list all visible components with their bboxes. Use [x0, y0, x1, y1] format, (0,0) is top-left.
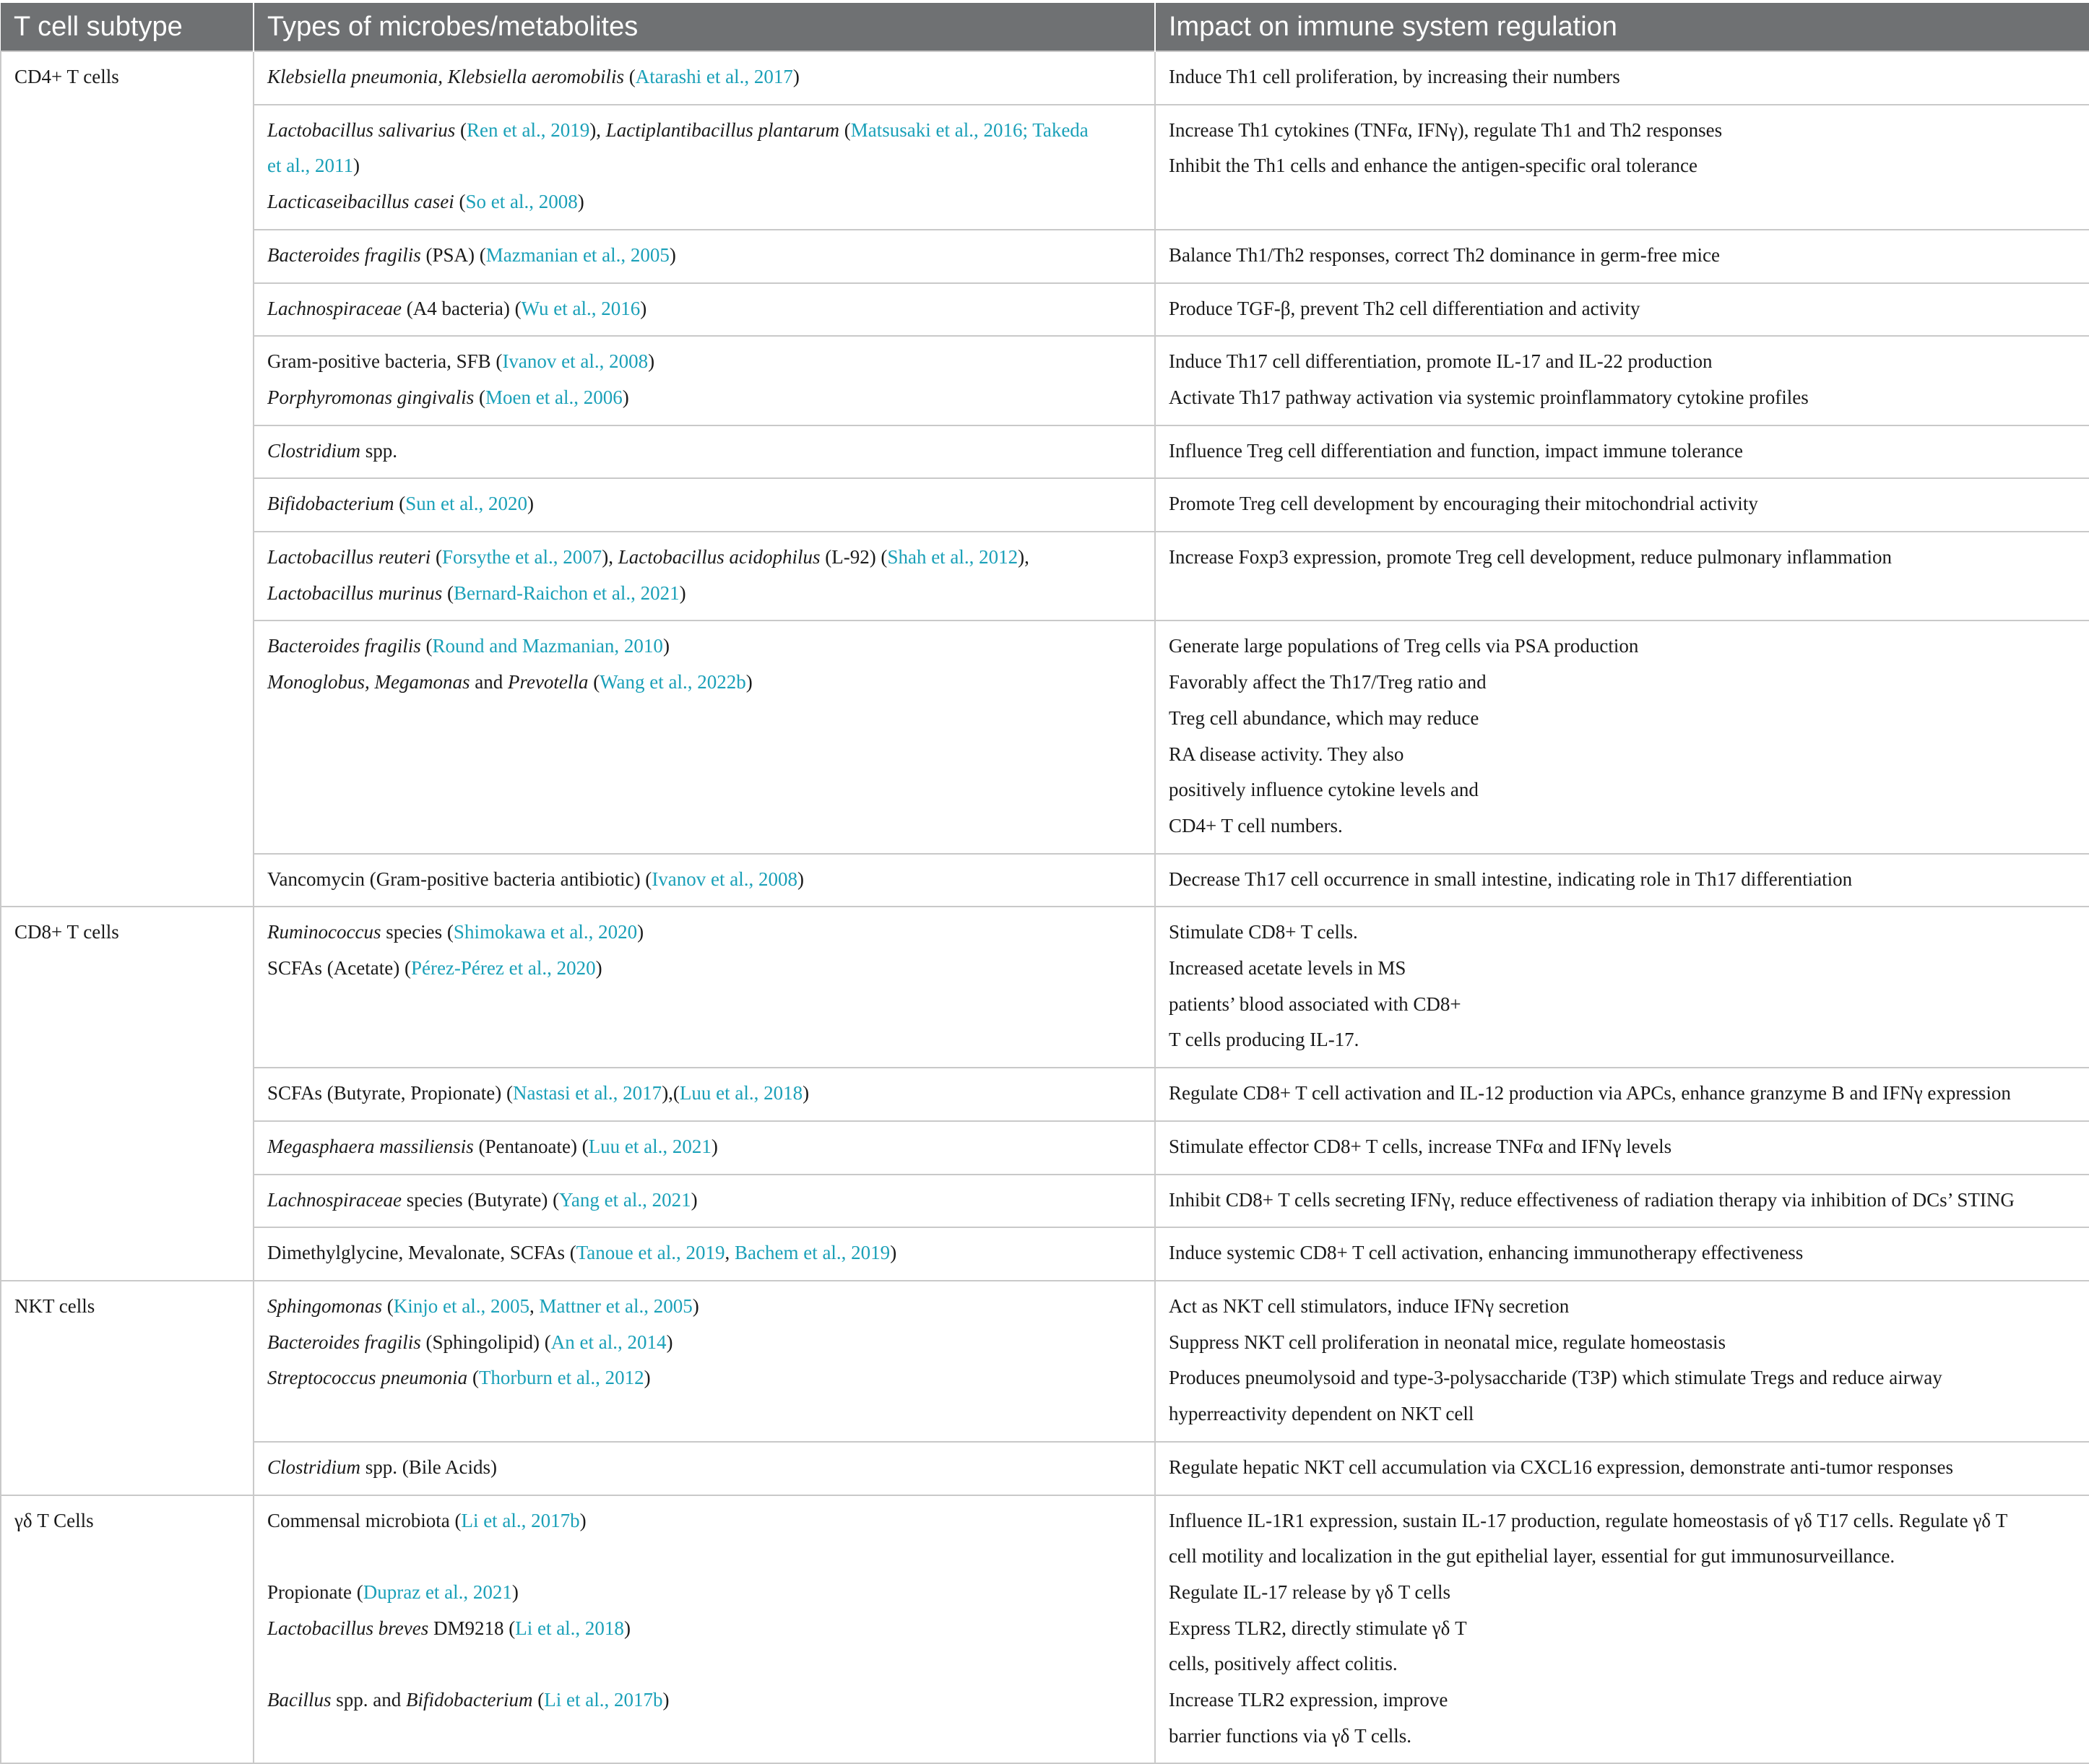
text-run: ) — [890, 1242, 897, 1264]
impact-cell — [1155, 1281, 2089, 1442]
citation-link[interactable]: Moen et al., 2006 — [485, 386, 623, 408]
impact-line: Promote Treg cell development by encouraging their mitochondrial activity — [1169, 493, 1758, 515]
citation-link[interactable]: Wang et al., 2022b — [600, 671, 746, 693]
microbes-cell — [254, 1068, 1155, 1121]
text-run: ) — [797, 868, 805, 890]
taxon-name: Lactobacillus acidophilus — [618, 546, 821, 568]
impact-cell — [1155, 336, 2089, 425]
microbe-line — [267, 184, 1141, 220]
impact-cell — [1155, 1495, 2089, 1764]
citation-link[interactable]: et al., 2011 — [267, 155, 353, 177]
text-run: ) — [679, 581, 686, 604]
table-row — [1, 51, 2089, 105]
taxon-name: Megasphaera massiliensis — [267, 1135, 474, 1157]
microbe-line — [267, 1575, 1141, 1611]
citation-link[interactable]: Ren et al., 2019 — [467, 118, 590, 141]
microbe-line — [267, 1076, 1141, 1112]
impact-line: Increased acetate levels in MS — [1169, 957, 1406, 980]
impact-line: Generate large populations of Treg cells via PSA production — [1169, 635, 1639, 657]
text-run: ( — [467, 1367, 479, 1389]
text-run: ( — [839, 118, 851, 141]
taxon-name: Lachnospiraceae — [267, 1188, 402, 1211]
header-t-cell-subtype: T cell subtype — [1, 3, 254, 51]
text-run: ) — [579, 1509, 587, 1531]
taxon-name: Streptococcus pneumonia — [267, 1367, 468, 1389]
text-run: ( — [532, 1688, 545, 1711]
impact-line: Inhibit the Th1 cells and enhance the antigen-specific oral tolerance — [1169, 155, 1697, 177]
table-row — [1, 1175, 2089, 1228]
impact-line: Regulate IL-17 release by γδ T cells — [1169, 1581, 1451, 1603]
impact-line: Influence Treg cell differentiation and function, impact immune tolerance — [1169, 439, 1743, 462]
microbe-line — [267, 862, 1141, 898]
microbes-cell — [254, 854, 1155, 907]
text-run: spp. — [360, 439, 398, 462]
microbe-line — [267, 148, 1141, 184]
impact-line: Balance Th1/Th2 responses, correct Th2 dominance in germ-free mice — [1169, 243, 1720, 266]
impact-cell — [1155, 105, 2089, 230]
microbes-cell — [254, 907, 1155, 1068]
citation-link[interactable]: Sun et al., 2020 — [405, 493, 527, 515]
text-run: (Sphingolipid) ( — [420, 1331, 551, 1353]
impact-line: Decrease Th17 cell occurrence in small intestine, indicating role in Th17 differentiation — [1169, 868, 1853, 890]
microbe-line — [267, 576, 1141, 612]
citation-link[interactable]: Bachem et al., 2019 — [735, 1242, 891, 1264]
citation-link[interactable]: Li et al., 2018 — [515, 1617, 624, 1639]
text-run: species (Butyrate) ( — [401, 1188, 560, 1211]
text-run: , — [529, 1294, 540, 1317]
text-run: species ( — [381, 921, 454, 943]
impact-line: Regulate hepatic NKT cell accumulation via CXCL16 expression, demonstrate anti-tumor responses — [1169, 1456, 1953, 1478]
citation-link[interactable]: Bernard-Raichon et al., 2021 — [454, 581, 680, 604]
microbes-cell — [254, 425, 1155, 479]
blank-line — [267, 1539, 1141, 1575]
taxon-name: Bacillus — [267, 1688, 332, 1711]
microbe-line — [267, 665, 1141, 701]
microbe-line — [267, 1360, 1141, 1396]
table-row — [1, 336, 2089, 425]
table-row — [1, 1281, 2089, 1442]
text-run: ( — [382, 1294, 394, 1317]
impact-line: T cells producing IL-17. — [1169, 1029, 1359, 1051]
subtype-cell: CD4+ T cells — [1, 51, 254, 907]
table-row — [1, 907, 2089, 1068]
text-run: ) — [648, 350, 655, 373]
impact-cell — [1155, 854, 2089, 907]
table-row — [1, 230, 2089, 283]
microbe-line — [267, 1503, 1141, 1539]
table-row — [1, 283, 2089, 337]
subtype-cell: NKT cells — [1, 1281, 254, 1495]
taxon-name: Lactiplantibacillus plantarum — [605, 118, 839, 141]
taxon-name: Sphingomonas — [267, 1294, 383, 1317]
impact-line: Increase Foxp3 expression, promote Treg cell development, reduce pulmonary inflammation — [1169, 546, 1892, 568]
text-run: ), — [1018, 546, 1029, 568]
impact-line: positively influence cytokine levels and — [1169, 779, 1479, 801]
impact-line: cells, positively affect colitis. — [1169, 1653, 1398, 1675]
microbe-line — [267, 540, 1141, 576]
impact-line: Treg cell abundance, which may reduce — [1169, 706, 1479, 729]
taxon-name: Monoglobus, Megamonas — [267, 671, 470, 693]
citation-link[interactable]: Atarashi et al., 2017 — [635, 66, 793, 87]
text-run: ( — [623, 66, 636, 87]
text-run: ( — [431, 546, 442, 568]
text-run: (Pentanoate) ( — [473, 1135, 589, 1157]
text-run: ) — [595, 957, 602, 980]
impact-cell — [1155, 283, 2089, 337]
microbe-line — [267, 628, 1141, 665]
microbes-cell — [254, 1227, 1155, 1281]
table-row — [1, 105, 2089, 230]
impact-line: Stimulate effector CD8+ T cells, increase TNFα and IFNγ levels — [1169, 1135, 1672, 1157]
microbe-line — [267, 915, 1141, 951]
impact-cell — [1155, 51, 2089, 105]
impact-line: Favorably affect the Th17/Treg ratio and — [1169, 671, 1487, 693]
taxon-name: Porphyromonas gingivalis — [267, 386, 475, 408]
text-run: ) — [691, 1188, 698, 1211]
impact-cell — [1155, 907, 2089, 1068]
text-run: ) — [662, 635, 670, 657]
microbe-line — [267, 1289, 1141, 1325]
impact-line: Express TLR2, directly stimulate γδ T — [1169, 1617, 1467, 1639]
impact-cell — [1155, 532, 2089, 621]
subtype-cell: γδ T Cells — [1, 1495, 254, 1764]
microbe-line — [267, 1450, 1141, 1486]
citation-link[interactable]: Round and Mazmanian, 2010 — [432, 635, 663, 657]
taxon-name: Bacteroides fragilis — [267, 635, 421, 657]
table-row — [1, 1442, 2089, 1495]
impact-line: barrier functions via γδ T cells. — [1169, 1724, 1412, 1747]
impact-cell — [1155, 230, 2089, 283]
citation-link[interactable]: Shah et al., 2012 — [887, 546, 1018, 568]
impact-line: Influence IL-1R1 expression, sustain IL-17 production, regulate homeostasis of γδ T17 cells. Regulate γδ T — [1169, 1509, 2008, 1531]
impact-line: Induce systemic CD8+ T cell activation, enhancing immunotherapy effectiveness — [1169, 1242, 1804, 1264]
microbes-cell — [254, 621, 1155, 853]
microbe-line — [267, 1183, 1141, 1219]
microbes-cell — [254, 532, 1155, 621]
text-run: ( — [588, 671, 600, 693]
text-run: ) — [803, 1082, 810, 1104]
citation-link[interactable]: Matsusaki et al., 2016; Takeda — [850, 118, 1089, 141]
citation-link[interactable]: Luu et al., 2021 — [588, 1135, 712, 1157]
text-run: (A4 bacteria) ( — [401, 297, 522, 319]
microbe-line — [267, 291, 1141, 327]
text-run: ( — [442, 581, 454, 604]
microbes-cell — [254, 1175, 1155, 1228]
impact-cell — [1155, 621, 2089, 853]
taxon-name: Lactobacillus salivarius — [267, 118, 456, 141]
text-run: ) — [622, 386, 629, 408]
impact-line: hyperreactivity dependent on NKT cell — [1169, 1403, 1474, 1425]
text-run: Propionate ( — [267, 1581, 363, 1603]
taxon-name: Clostridium — [267, 1456, 361, 1478]
taxon-name: Clostridium — [267, 439, 361, 462]
text-run: ( — [420, 635, 433, 657]
citation-link[interactable]: An et al., 2014 — [550, 1331, 667, 1353]
taxon-name: Klebsiella pneumonia, Klebsiella aeromobilis — [267, 66, 624, 87]
text-run: DM9218 ( — [428, 1617, 516, 1639]
table-row — [1, 425, 2089, 479]
microbe-line — [267, 433, 1141, 470]
microbes-cell — [254, 283, 1155, 337]
text-run: Gram-positive bacteria, SFB ( — [267, 350, 503, 373]
table-row — [1, 478, 2089, 532]
citation-link[interactable]: Ivanov et al., 2008 — [502, 350, 649, 373]
citation-link[interactable]: Ivanov et al., 2008 — [652, 868, 798, 890]
citation-link[interactable]: Kinjo et al., 2005 — [393, 1294, 529, 1317]
text-run: ) — [637, 921, 644, 943]
impact-cell — [1155, 1068, 2089, 1121]
text-run: ) — [527, 493, 534, 515]
microbe-line — [267, 1325, 1141, 1361]
citation-link[interactable]: Thorburn et al., 2012 — [478, 1367, 644, 1389]
text-run: ) — [669, 243, 676, 266]
impact-cell — [1155, 425, 2089, 479]
microbe-line — [267, 486, 1141, 522]
text-run: SCFAs (Acetate) ( — [267, 957, 411, 980]
text-run: ( — [394, 493, 406, 515]
header-microbes: Types of microbes/metabolites — [254, 3, 1155, 51]
table-body — [1, 51, 2089, 1763]
impact-line: Increase TLR2 expression, improve — [1169, 1689, 1448, 1711]
text-run: ) — [692, 1294, 699, 1317]
blank-line — [267, 1646, 1141, 1682]
table-row — [1, 532, 2089, 621]
text-run: ) — [792, 66, 800, 87]
table-row — [1, 1121, 2089, 1175]
microbes-cell — [254, 336, 1155, 425]
impact-cell — [1155, 478, 2089, 532]
taxon-name: Bifidobacterium — [406, 1688, 533, 1711]
table-row — [1, 1227, 2089, 1281]
citation-link[interactable]: Mazmanian et al., 2005 — [485, 243, 670, 266]
text-run: Dimethylglycine, Mevalonate, SCFAs ( — [267, 1242, 576, 1264]
table-row — [1, 1495, 2089, 1764]
text-run: (L-92) ( — [820, 546, 888, 568]
text-run: SCFAs (Butyrate, Propionate) ( — [267, 1082, 513, 1104]
taxon-name: Lactobacillus breves — [267, 1617, 429, 1639]
citation-link[interactable]: Mattner et al., 2005 — [539, 1294, 693, 1317]
microbes-cell — [254, 1281, 1155, 1442]
text-run: Vancomycin (Gram-positive bacteria antibiotic) ( — [267, 868, 652, 890]
microbe-line — [267, 1129, 1141, 1165]
microbe-line — [267, 380, 1141, 416]
impact-line: Regulate CD8+ T cell activation and IL-12 production via APCs, enhance granzyme B and IFNγ expression — [1169, 1082, 2011, 1104]
text-run: ) — [623, 1617, 631, 1639]
citation-link[interactable]: Wu et al., 2016 — [521, 297, 641, 319]
microbes-cell — [254, 105, 1155, 230]
impact-cell — [1155, 1442, 2089, 1495]
taxon-name: Bacteroides fragilis — [267, 1331, 421, 1353]
taxon-name: Bifidobacterium — [267, 493, 394, 515]
citation-link[interactable]: Pérez-Pérez et al., 2020 — [410, 957, 596, 980]
microbe-line — [267, 951, 1141, 987]
text-run: ),( — [662, 1082, 680, 1104]
impact-line: RA disease activity. They also — [1169, 743, 1404, 765]
microbe-line — [267, 113, 1141, 149]
impact-line: Suppress NKT cell proliferation in neonatal mice, regulate homeostasis — [1169, 1331, 1726, 1353]
taxon-name: Lactobacillus reuteri — [267, 546, 431, 568]
citation-link[interactable]: Dupraz et al., 2021 — [363, 1581, 512, 1603]
impact-line: CD4+ T cell numbers. — [1169, 814, 1343, 836]
microbe-line — [267, 1235, 1141, 1271]
microbes-cell — [254, 230, 1155, 283]
impact-line: Stimulate CD8+ T cells. — [1169, 921, 1358, 943]
citation-link[interactable]: Luu et al., 2018 — [679, 1082, 803, 1104]
table-row — [1, 854, 2089, 907]
impact-line: Produce TGF-β, prevent Th2 cell differentiation and activity — [1169, 297, 1640, 319]
text-run: ) — [353, 155, 360, 177]
taxon-name: Ruminococcus — [267, 921, 381, 943]
microbe-line — [267, 1611, 1141, 1647]
impact-cell — [1155, 1227, 2089, 1281]
text-run: ), — [602, 546, 618, 568]
microbe-line — [267, 344, 1141, 380]
impact-line: Inhibit CD8+ T cells secreting IFNγ, reduce effectiveness of radiation therapy via inhibition of DCs’ STING — [1169, 1188, 2015, 1211]
text-run: ) — [666, 1331, 673, 1353]
citation-link[interactable]: Forsythe et al., 2007 — [441, 546, 602, 568]
taxon-name: Bacteroides fragilis — [267, 243, 421, 266]
text-run: ) — [511, 1581, 519, 1603]
impact-line: patients’ blood associated with CD8+ — [1169, 993, 1461, 1015]
microbe-line — [267, 238, 1141, 274]
text-run: ) — [711, 1135, 718, 1157]
taxon-name: Lactobacillus murinus — [267, 581, 443, 604]
text-run: ( — [474, 386, 485, 408]
header-impact: Impact on immune system regulation — [1155, 3, 2089, 51]
text-run: ( — [454, 191, 466, 213]
taxon-name: Lachnospiraceae — [267, 297, 402, 319]
text-run: , — [725, 1242, 735, 1264]
impact-line: Act as NKT cell stimulators, induce IFNγ secretion — [1169, 1294, 1570, 1317]
impact-line: Activate Th17 pathway activation via systemic proinflammatory cytokine profiles — [1169, 386, 1809, 408]
impact-cell — [1155, 1175, 2089, 1228]
text-run: spp. and — [331, 1688, 406, 1711]
table-row — [1, 1068, 2089, 1121]
citation-link[interactable]: Nastasi et al., 2017 — [512, 1082, 662, 1104]
text-run: Commensal microbiota ( — [267, 1509, 462, 1531]
text-run: ), — [589, 118, 606, 141]
impact-cell — [1155, 1121, 2089, 1175]
impact-line: Induce Th1 cell proliferation, by increasing their numbers — [1169, 66, 1620, 87]
impact-line: Induce Th17 cell differentiation, promote IL-17 and IL-22 production — [1169, 350, 1713, 373]
taxon-name: Lacticaseibacillus casei — [267, 191, 454, 213]
subtype-cell: CD8+ T cells — [1, 907, 254, 1281]
text-run: ) — [640, 297, 647, 319]
microbe-line — [267, 59, 1141, 95]
data-table — [0, 3, 2089, 1764]
text-run: and — [470, 671, 508, 693]
citation-link[interactable]: Shimokawa et al., 2020 — [453, 921, 638, 943]
taxon-name: Prevotella — [507, 671, 589, 693]
text-run: (PSA) ( — [420, 243, 486, 266]
impact-line: cell motility and localization in the gut epithelial layer, essential for gut immunosurveillance. — [1169, 1545, 1895, 1568]
citation-link[interactable]: Li et al., 2017b — [544, 1688, 663, 1711]
impact-line: Produces pneumolysoid and type-3-polysaccharide (T3P) which stimulate Tregs and reduce airway — [1169, 1367, 1942, 1389]
microbes-cell — [254, 1442, 1155, 1495]
text-run: ) — [577, 191, 584, 213]
text-run: ) — [745, 671, 753, 693]
microbes-cell — [254, 1121, 1155, 1175]
header-row — [1, 3, 2089, 51]
impact-line: Increase Th1 cytokines (TNFα, IFNγ), regulate Th1 and Th2 responses — [1169, 118, 1723, 141]
citation-link[interactable]: Li et al., 2017b — [461, 1509, 580, 1531]
microbes-cell — [254, 1495, 1155, 1764]
citation-link[interactable]: Tanoue et al., 2019 — [576, 1242, 725, 1264]
text-run: ) — [662, 1688, 670, 1711]
text-run: spp. (Bile Acids) — [360, 1456, 498, 1478]
table-row — [1, 621, 2089, 853]
text-run: ( — [455, 118, 467, 141]
microbe-line — [267, 1682, 1141, 1718]
text-run: ) — [644, 1367, 651, 1389]
citation-link[interactable]: Yang et al., 2021 — [559, 1188, 691, 1211]
microbes-cell — [254, 478, 1155, 532]
citation-link[interactable]: So et al., 2008 — [465, 191, 578, 213]
microbes-cell — [254, 51, 1155, 105]
